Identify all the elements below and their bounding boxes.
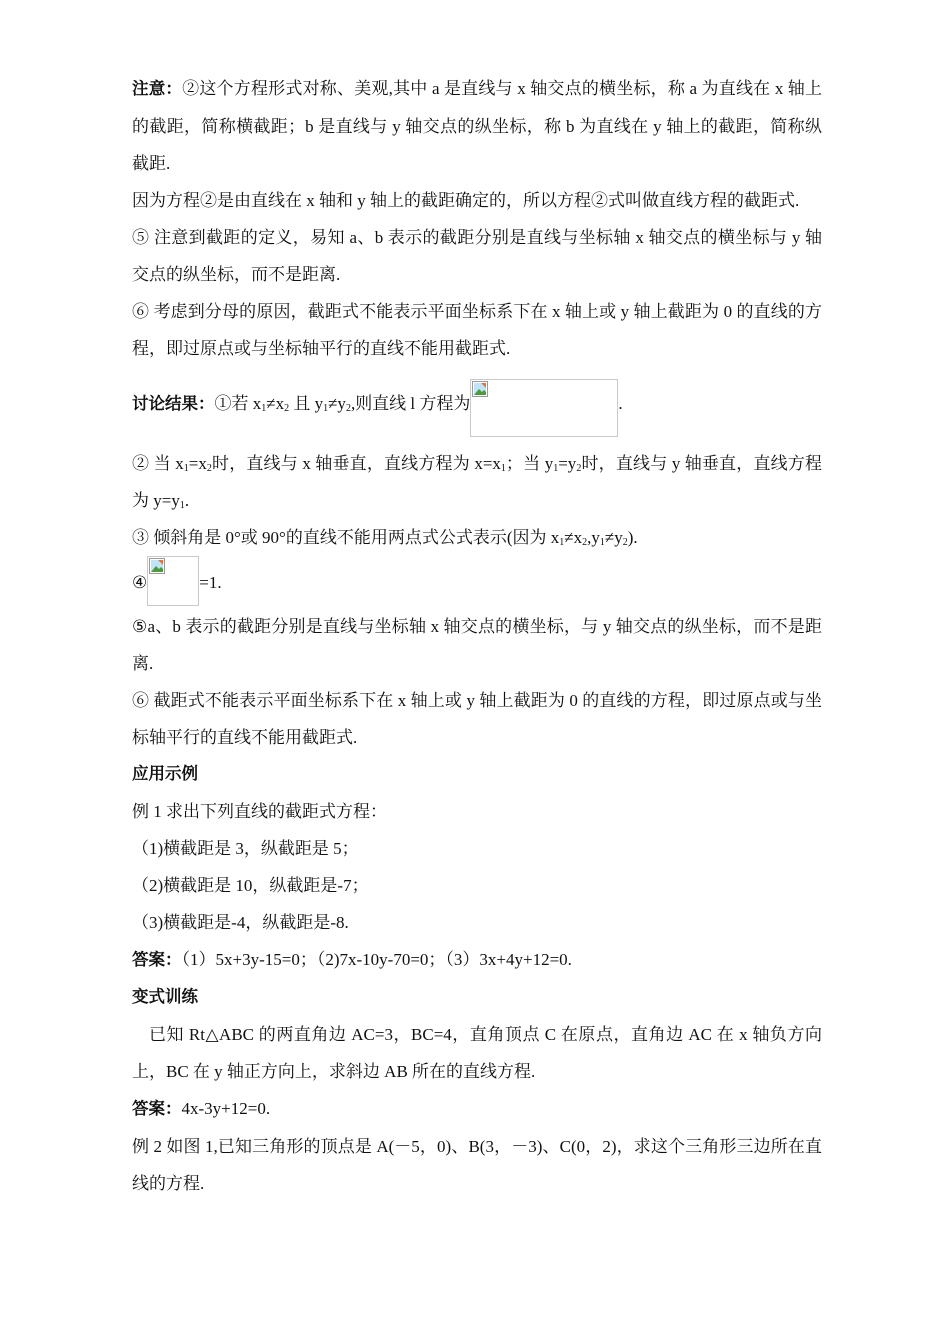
note-text: ②这个方程形式对称、美观,其中 a 是直线与 x 轴交点的横坐标，称 a 为直线在 x 轴上的截距，简称横截距；b 是直线与 y 轴交点的纵坐标，称 b 为直线在 y 轴上的截距，简称纵截距. bbox=[132, 79, 822, 173]
discussion-result-6: ⑥ 截距式不能表示平面坐标系下在 x 轴上或 y 轴上截距为 0 的直线的方程，即过原点或与坐标轴平行的直线不能用截距式. bbox=[132, 691, 822, 747]
discussion-result-1: 讨论结果：①若 $x_1\ne x_2$ 且 $y_1\ne y_2$,则直线 l 方程为 . bbox=[132, 379, 822, 437]
variant-answer: 答案：4x-3y+12=0. bbox=[132, 1099, 271, 1118]
answer-label: 答案： bbox=[132, 951, 182, 969]
answer-label: 答案： bbox=[132, 1100, 182, 1118]
example-1-answer: 答案：（1）5x+3y-15=0；（2)7x-10y-70=0；（3）3x+4y+12=0. bbox=[132, 950, 572, 969]
discussion-result-3: ③ 倾斜角是 0°或 90°的直线不能用两点式公式表示(因为 $x_1\ne x_2,y_1\ne y_2$). bbox=[132, 528, 638, 548]
note-label: 注意： bbox=[132, 80, 183, 98]
example-1-item: （1)横截距是 3，纵截距是 5； bbox=[132, 839, 359, 858]
discussion-label: 讨论结果： bbox=[132, 395, 215, 413]
discussion-result-5: ⑤a、b 表示的截距分别是直线与坐标轴 x 轴交点的横坐标，与 y 轴交点的纵坐标，而不是距离. bbox=[132, 617, 822, 673]
section-heading-examples: 应用示例 bbox=[132, 765, 198, 783]
discussion-result-2: ② 当 $x_1=x_2$时，直线与 x 轴垂直，直线方程为 $x=x_1$；当 $y_1=y_2$时，直线与 y 轴垂直，直线方程为 $y=y_1$. bbox=[132, 454, 823, 511]
section-heading-variant: 变式训练 bbox=[132, 988, 198, 1006]
note-paragraph-2: 因为方程②是由直线在 x 轴和 y 轴上的截距确定的，所以方程②式叫做直线方程的截距式. bbox=[132, 191, 800, 210]
note-paragraph-4: ⑥ 考虑到分母的原因，截距式不能表示平面坐标系下在 x 轴上或 y 轴上截距为 0 的直线的方程，即过原点或与坐标轴平行的直线不能用截距式. bbox=[132, 302, 822, 358]
example-2: 例 2 如图 1,已知三角形的顶点是 A(－5，0)、B(3，－3)、C(0，2)，求这个三角形三边所在直线的方程. bbox=[132, 1137, 822, 1193]
broken-image-icon bbox=[149, 558, 165, 574]
example-1-item: （3)横截距是-4，纵截距是-8. bbox=[132, 913, 349, 932]
broken-image-icon bbox=[472, 381, 488, 397]
discussion-result-4: ④ =1. bbox=[132, 556, 822, 608]
variant-problem: 已知 Rt△ABC 的两直角边 AC=3，BC=4，直角顶点 C 在原点，直角边 AC 在 x 轴负方向上，BC 在 y 轴正方向上，求斜边 AB 所在的直线方程. bbox=[132, 1025, 822, 1081]
note-paragraph bbox=[132, 70, 822, 182]
example-1-item: （2)横截距是 10，纵截距是-7； bbox=[132, 876, 369, 895]
example-1-title: 例 1 求出下列直线的截距式方程： bbox=[132, 802, 387, 821]
document-page bbox=[132, 70, 822, 1202]
formula-image-placeholder-2 bbox=[147, 556, 199, 606]
note-paragraph-3: ⑤ 注意到截距的定义，易知 a、b 表示的截距分别是直线与坐标轴 x 轴交点的横坐标与 y 轴交点的纵坐标，而不是距离. bbox=[132, 228, 822, 284]
formula-image-placeholder bbox=[470, 379, 618, 437]
